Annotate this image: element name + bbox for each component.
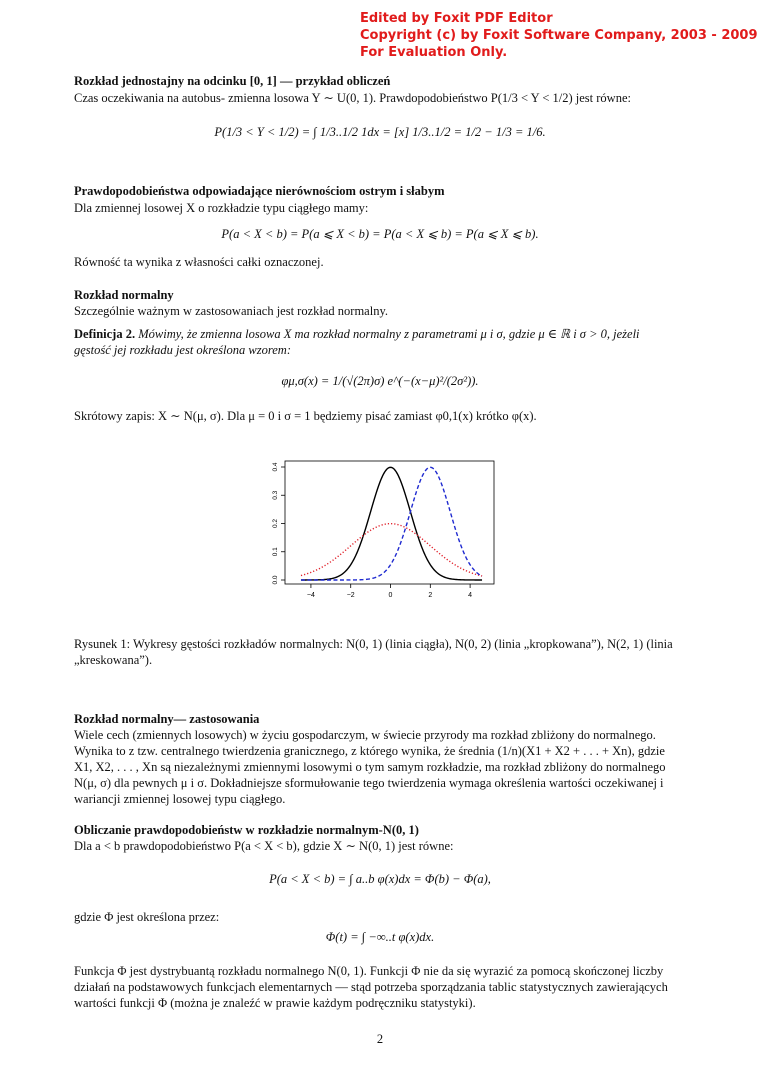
density-chart <box>260 455 500 605</box>
watermark <box>360 10 758 61</box>
definition <box>74 326 688 342</box>
paragraph: Dla zmiennej losowej X o rozkładzie typu ciągłego mamy: <box>74 201 369 215</box>
caption-line: Rysunek 1: Wykresy gęstości rozkładów normalnych: N(0, 1) (linia ciągła), N(0, 2) (linia „kropkowana”), N(2, 1) (linia <box>74 637 673 651</box>
section-heading: Rozkład jednostajny na odcinku [0, 1] — przykład obliczeń <box>74 74 391 88</box>
paragraph: Równość ta wynika z własności całki oznaczonej. <box>74 255 324 269</box>
y-tick-label: 0.4 <box>272 462 279 472</box>
paragraph-line: Wiele cech (zmiennych losowych) w życiu gospodarczym, w świecie przyrody ma rozkład zbliżony do normalnego. <box>74 728 656 742</box>
paragraph-line: Wynika to z tzw. centralnego twierdzenia granicznego, z którego wynika, że średnia (1/n)(X1 + X2 + . . . + Xn), gdzie <box>74 744 665 758</box>
definition-text: Mówimy, że zmienna losowa X ma rozkład normalny z parametrami μ i σ, gdzie μ ∈ ℝ i σ > 0, jeżeli <box>138 327 640 341</box>
x-tick-label: −4 <box>306 592 315 599</box>
watermark-line: Copyright (c) by Foxit Software Company, 2003 - 2009 <box>360 28 758 43</box>
paragraph-line: N(μ, σ) dla pewnych μ i σ. Dokładniejsze sformułowanie tego twierdzenia wymaga określenia wartości oczekiwanej i <box>74 776 664 790</box>
y-tick-label: 0.1 <box>272 547 279 557</box>
x-tick-label: 0 <box>388 592 393 599</box>
paragraph-line: X1, X2, . . . , Xn są niezależnymi zmiennymi losowymi o tym samym rozkładzie, ma rozkład zbliżony do normalnego <box>74 760 666 774</box>
paragraph: gdzie Φ jest określona przez: <box>74 910 220 924</box>
watermark-line: For Evaluation Only. <box>360 45 508 60</box>
y-tick-label: 0.3 <box>272 490 279 500</box>
paragraph-line: wartości funkcji Φ (można je znaleźć w prawie każdym podręczniku statystyki). <box>74 996 476 1010</box>
caption-line: „kreskowana”). <box>74 653 153 667</box>
y-tick-label: 0.0 <box>272 575 279 585</box>
series-line-N02 <box>301 524 482 576</box>
formula: P(a < X < b) = ∫ a..b φ(x)dx = Φ(b) − Φ(a), <box>269 872 491 886</box>
paragraph-line: wariancji zmiennej losowej typu ciągłego. <box>74 792 286 806</box>
section-heading: Prawdopodobieństwa odpowiadające nierównościom ostrym i słabym <box>74 184 445 198</box>
y-tick-label: 0.2 <box>272 518 279 529</box>
definition-label: Definicja 2. <box>74 327 136 341</box>
watermark-line: Edited by Foxit PDF Editor <box>360 11 553 26</box>
formula: P(1/3 < Y < 1/2) = ∫ 1/3..1/2 1dx = [x] 1/3..1/2 = 1/2 − 1/3 = 1/6. <box>214 125 546 139</box>
x-tick-label: 2 <box>428 592 433 599</box>
paragraph: Czas oczekiwania na autobus- zmienna losowa Y ∼ U(0, 1). Prawdopodobieństwo P(1/3 < Y < 1/2) jest równe: <box>74 91 631 105</box>
formula: Φ(t) = ∫ −∞..t φ(x)dx. <box>325 930 435 944</box>
paragraph: Szczególnie ważnym w zastosowaniach jest rozkład normalny. <box>74 304 389 318</box>
section-heading: Rozkład normalny— zastosowania <box>74 712 260 726</box>
section-heading: Rozkład normalny <box>74 288 174 302</box>
x-tick-label: −2 <box>346 592 355 599</box>
x-tick-label: 4 <box>468 592 473 599</box>
section-heading: Obliczanie prawdopodobieństw w rozkładzie normalnym-N(0, 1) <box>74 823 419 837</box>
paragraph-line: działań na podstawowych funkcjach elementarnych — stąd potrzeba sporządzania tablic statystycznych zawierających <box>74 980 668 994</box>
formula: P(a < X < b) = P(a ⩽ X < b) = P(a < X ⩽ b) = P(a ⩽ X ⩽ b). <box>221 227 539 241</box>
definition-text: gęstość jej rozkładu jest określona wzorem: <box>74 343 291 357</box>
formula: φμ,σ(x) = 1/(√(2π)σ) e^(−(x−μ)²/(2σ²)). <box>281 374 479 388</box>
figure-caption <box>74 636 688 668</box>
paragraph-line: Funkcja Φ jest dystrybuantą rozkładu normalnego N(0, 1). Funkcji Φ nie da się wyrazić za pomocą skończonej liczby <box>74 964 664 978</box>
paragraph: Dla a < b prawdopodobieństwo P(a < X < b), gdzie X ∼ N(0, 1) jest równe: <box>74 839 454 853</box>
paragraph: Skrótowy zapis: X ∼ N(μ, σ). Dla μ = 0 i σ = 1 będziemy pisać zamiast φ0,1(x) krótko φ(x). <box>74 409 537 423</box>
page-number: 2 <box>376 1032 384 1046</box>
